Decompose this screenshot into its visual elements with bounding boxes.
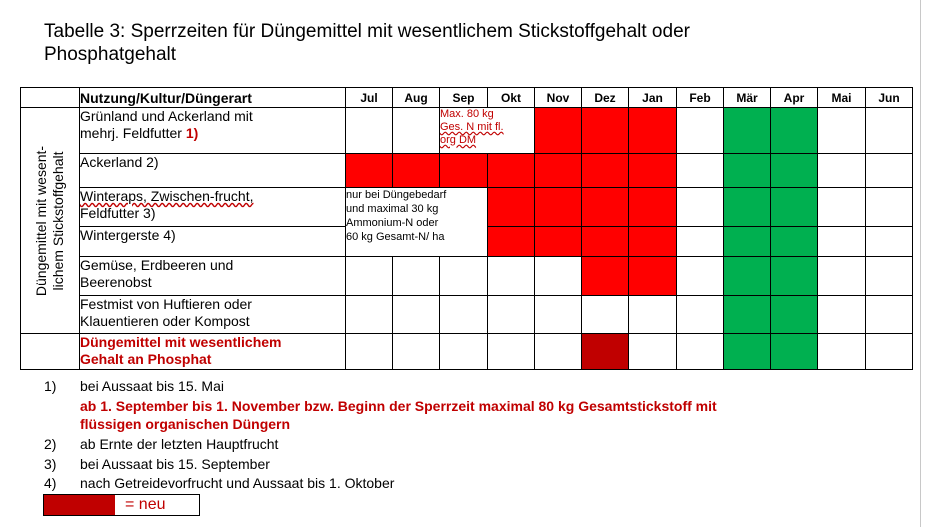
month-cell — [488, 257, 535, 296]
winter-crops-note — [346, 188, 488, 257]
month-header: Jun — [866, 88, 913, 108]
month-cell — [393, 296, 440, 334]
month-cell — [866, 296, 913, 334]
blocked-cell — [535, 154, 582, 188]
month-cell — [818, 296, 866, 334]
month-cell — [393, 108, 440, 154]
month-cell — [866, 334, 913, 370]
month-header: Jan — [629, 88, 677, 108]
month-header: Okt — [488, 88, 535, 108]
allowed-cell — [771, 257, 818, 296]
blocked-cell — [582, 108, 629, 154]
month-header: Jul — [346, 88, 393, 108]
month-header: Aug — [393, 88, 440, 108]
legend — [43, 494, 200, 516]
row-label-line: mehrj. Feldfutter — [80, 125, 186, 141]
month-cell — [677, 154, 724, 188]
row-label-line: Grünland und Ackerland mit — [80, 108, 253, 124]
row-label-grassland — [80, 108, 346, 154]
allowed-cell — [771, 108, 818, 154]
blocked-cell — [582, 257, 629, 296]
footnote-number: 2) — [44, 436, 57, 452]
blocked-cell — [488, 154, 535, 188]
row-label-line: Beerenobst — [80, 274, 152, 290]
footnote-ref-1: 1) — [185, 125, 199, 141]
month-cell — [535, 257, 582, 296]
month-header: Mär — [724, 88, 771, 108]
month-cell — [346, 334, 393, 370]
blocked-cell — [393, 154, 440, 188]
month-cell — [440, 334, 488, 370]
month-header: Dez — [582, 88, 629, 108]
month-cell — [393, 257, 440, 296]
row-label-line: Winteraps, Zwischen-frucht, — [80, 188, 254, 204]
corner-cell — [21, 88, 80, 108]
month-header: Apr — [771, 88, 818, 108]
month-cell — [346, 257, 393, 296]
allowed-cell — [771, 334, 818, 370]
footnote-number: 4) — [44, 475, 57, 491]
month-cell — [818, 257, 866, 296]
legend-label: = neu — [125, 496, 166, 513]
month-cell — [866, 227, 913, 257]
allowed-cell — [724, 296, 771, 334]
month-cell — [866, 108, 913, 154]
note-line: nur bei Düngebedarf — [346, 189, 447, 201]
month-cell — [677, 108, 724, 154]
allowed-cell — [724, 334, 771, 370]
new-blocked-cell — [582, 334, 629, 370]
allowed-cell — [724, 108, 771, 154]
group-label-line: Düngemittel mit wesent- — [33, 145, 49, 296]
month-cell — [440, 296, 488, 334]
month-cell — [346, 296, 393, 334]
blocked-cell — [629, 188, 677, 227]
month-cell — [677, 227, 724, 257]
note-line: Max. 80 kg — [440, 108, 494, 120]
table-row — [21, 108, 913, 154]
row-label-arable: Ackerland 2) — [80, 154, 346, 188]
row-label-line: Gemüse, Erdbeeren und — [80, 257, 234, 273]
month-cell — [866, 257, 913, 296]
blocked-cell — [629, 154, 677, 188]
row-label-line: Gehalt an Phosphat — [80, 351, 212, 367]
note-line: org DM — [440, 134, 477, 146]
allowed-cell — [771, 227, 818, 257]
table-row — [21, 257, 913, 296]
month-cell — [677, 188, 724, 227]
month-header: Sep — [440, 88, 488, 108]
footnote-text-new: ab 1. September bis 1. November bzw. Beginn der Sperrzeit maximal 80 kg Gesamtstickstoff mit — [80, 398, 717, 414]
month-header: Mai — [818, 88, 866, 108]
blocked-cell — [629, 227, 677, 257]
empty-group-cell — [21, 334, 80, 370]
month-cell — [393, 334, 440, 370]
row-label-line: Düngemittel mit wesentlichem — [80, 334, 282, 350]
row-label-winter-barley: Wintergerste 4) — [80, 227, 346, 257]
month-cell — [346, 108, 393, 154]
row-label-line: Festmist von Huftieren oder — [80, 296, 252, 312]
month-header: Nov — [535, 88, 582, 108]
month-cell — [440, 257, 488, 296]
allowed-cell — [724, 154, 771, 188]
blocked-cell — [582, 154, 629, 188]
table-row — [21, 154, 913, 188]
nitrogen-group-label — [21, 108, 80, 334]
header-row — [21, 88, 913, 108]
table-row — [21, 334, 913, 370]
page-edge-line — [920, 0, 921, 527]
blocked-cell — [535, 188, 582, 227]
note-line: Ammonium-N oder — [346, 217, 439, 229]
note-line: 60 kg Gesamt-N/ ha — [346, 231, 445, 243]
table-row — [21, 296, 913, 334]
row-label-line: Feldfutter 3) — [80, 205, 156, 221]
blocked-cell — [629, 108, 677, 154]
row-label-rapeseed — [80, 188, 346, 227]
blocking-period-table — [20, 87, 913, 370]
month-cell — [818, 188, 866, 227]
table-row — [21, 188, 913, 227]
blocked-cell — [582, 227, 629, 257]
footnote-number: 1) — [44, 378, 57, 394]
month-cell — [535, 296, 582, 334]
footnote-text: ab Ernte der letzten Hauptfrucht — [80, 436, 279, 452]
month-cell — [488, 296, 535, 334]
legend-swatch-new — [44, 495, 115, 515]
month-header: Feb — [677, 88, 724, 108]
row-label-solid-manure — [80, 296, 346, 334]
footnote-text: nach Getreidevorfrucht und Aussaat bis 1. Oktober — [80, 475, 395, 491]
month-cell — [818, 154, 866, 188]
row-label-phosphate — [80, 334, 346, 370]
footnote-text: bei Aussaat bis 15. Mai — [80, 378, 224, 394]
allowed-cell — [771, 154, 818, 188]
group-label-line: lichem Stickstoffgehalt — [50, 150, 66, 291]
blocked-cell-partial — [582, 296, 629, 334]
blocked-cell-partial — [629, 334, 677, 370]
allowed-cell — [724, 257, 771, 296]
month-cell — [677, 334, 724, 370]
footnote-text: bei Aussaat bis 15. September — [80, 456, 270, 472]
month-cell — [677, 257, 724, 296]
blocked-cell — [535, 227, 582, 257]
table-title: Tabelle 3: Sperrzeiten für Düngemittel mit wesentlichem Stickstoffgehalt oder Phosphatgehalt — [44, 21, 690, 65]
allowed-cell — [724, 227, 771, 257]
blocked-cell — [488, 227, 535, 257]
row-label-line: Klauentieren oder Kompost — [80, 313, 250, 329]
blocked-cell — [629, 257, 677, 296]
month-cell — [866, 188, 913, 227]
month-cell — [818, 108, 866, 154]
column-header-usage: Nutzung/Kultur/Düngerart — [80, 88, 346, 108]
footnote-text-new: flüssigen organischen Düngern — [80, 416, 291, 432]
blocked-cell — [346, 154, 393, 188]
month-cell — [818, 227, 866, 257]
blocked-cell — [582, 188, 629, 227]
grassland-note — [440, 108, 535, 154]
note-line: Ges. N mit fl. — [440, 121, 504, 133]
blocked-cell — [440, 154, 488, 188]
footnote-number: 3) — [44, 456, 57, 472]
blocked-cell — [488, 188, 535, 227]
allowed-cell — [771, 296, 818, 334]
month-cell — [488, 334, 535, 370]
blocked-cell-partial — [629, 296, 677, 334]
month-cell — [535, 334, 582, 370]
month-cell — [818, 334, 866, 370]
month-cell — [677, 296, 724, 334]
allowed-cell — [771, 188, 818, 227]
note-line: und maximal 30 kg — [346, 203, 439, 215]
allowed-cell — [724, 188, 771, 227]
row-label-vegetables — [80, 257, 346, 296]
blocked-cell — [535, 108, 582, 154]
month-cell — [866, 154, 913, 188]
